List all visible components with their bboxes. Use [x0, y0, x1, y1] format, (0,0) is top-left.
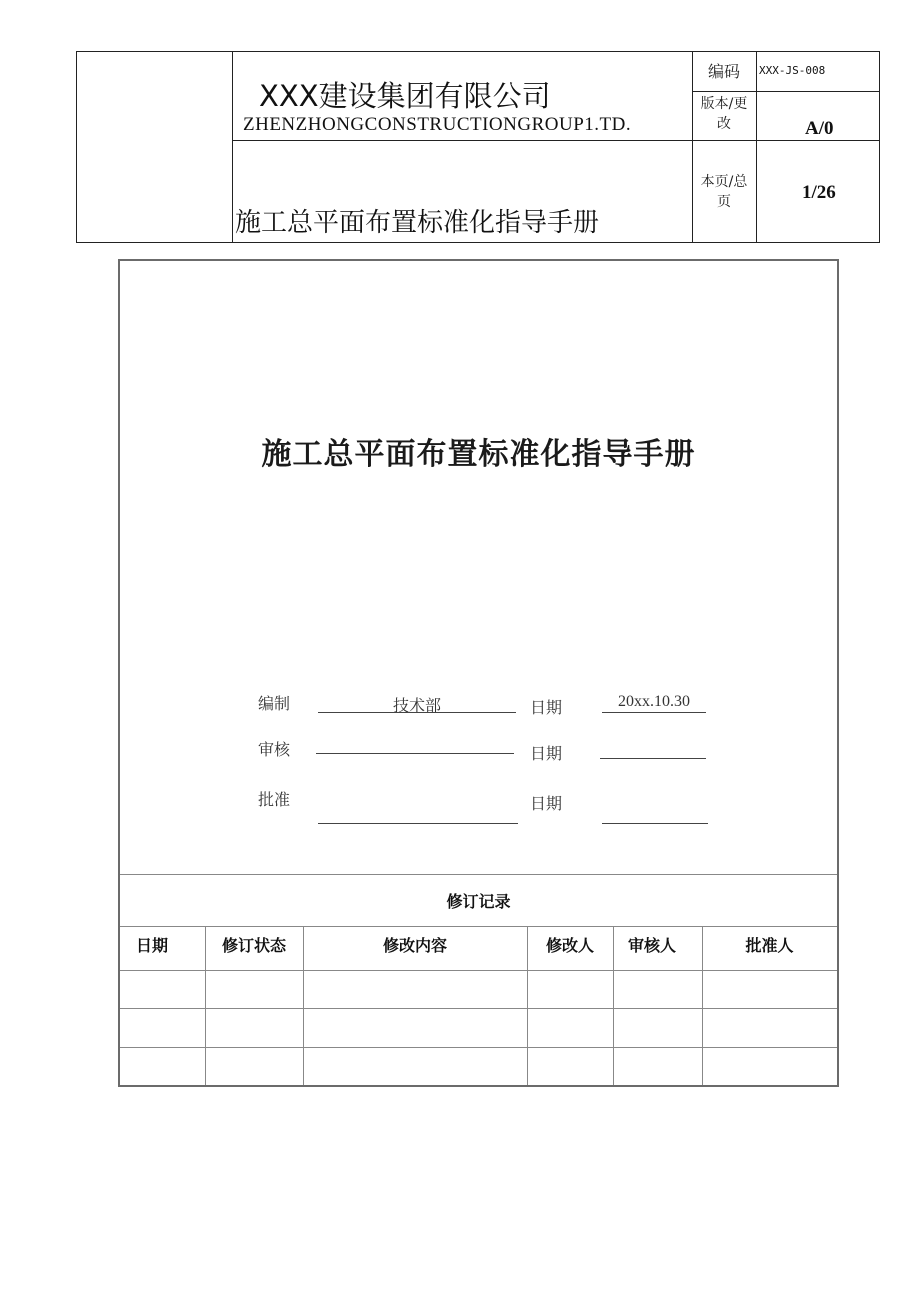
- compiled-date-value: 20xx.10.30: [618, 693, 690, 710]
- table-rule: [120, 926, 837, 927]
- header-divider: [756, 52, 757, 242]
- approved-date-line: [602, 823, 708, 824]
- compiled-by-line: [318, 712, 516, 713]
- reviewed-date-line: [600, 758, 706, 759]
- page-value: 1/26: [802, 182, 836, 203]
- header-divider: [232, 140, 879, 141]
- version-label: 版本/更改: [700, 96, 748, 132]
- col-header-modified-by: 修改人: [545, 936, 594, 955]
- cover-title: 施工总平面布置标准化指导手册: [261, 437, 696, 472]
- compiled-by-value: 技术部: [392, 698, 441, 715]
- reviewed-date-label: 日期: [530, 744, 563, 763]
- reviewed-by-line: [316, 753, 514, 754]
- compiled-date-line: [602, 712, 706, 713]
- header-divider: [692, 91, 879, 92]
- reviewed-label: 审核: [258, 740, 291, 759]
- code-label: 编码: [707, 62, 740, 81]
- document-header-table: [76, 51, 880, 243]
- header-manual-title: 施工总平面布置标准化指导手册: [235, 208, 600, 238]
- revision-record-table: [120, 874, 837, 1085]
- header-divider: [232, 52, 233, 242]
- table-rule: [120, 1008, 837, 1009]
- page-label: 本页/总页: [700, 174, 748, 210]
- compiled-label: 编制: [258, 694, 291, 713]
- approved-date-label: 日期: [530, 794, 563, 813]
- compiled-date-label: 日期: [530, 698, 563, 717]
- col-header-revision-status: 修订状态: [221, 936, 286, 955]
- table-rule: [120, 874, 837, 875]
- company-name-cn: XXX建设集团有限公司: [259, 79, 551, 113]
- revision-record-title: 修订记录: [446, 892, 511, 911]
- col-header-reviewed-by: 审核人: [627, 936, 676, 955]
- approved-by-line: [318, 823, 518, 824]
- table-rule: [120, 970, 837, 971]
- company-name-en: ZHENZHONGCONSTRUCTIONGROUP1.TD.: [243, 114, 632, 135]
- table-rule: [120, 1047, 837, 1048]
- col-header-approved-by: 批准人: [745, 936, 794, 955]
- cover-frame: [118, 259, 839, 1087]
- version-value: A/0: [805, 118, 834, 139]
- code-value: XXX-JS-008: [759, 64, 826, 77]
- col-header-date: 日期: [135, 936, 168, 955]
- approved-label: 批准: [258, 790, 291, 809]
- col-header-change-content: 修改内容: [382, 936, 447, 955]
